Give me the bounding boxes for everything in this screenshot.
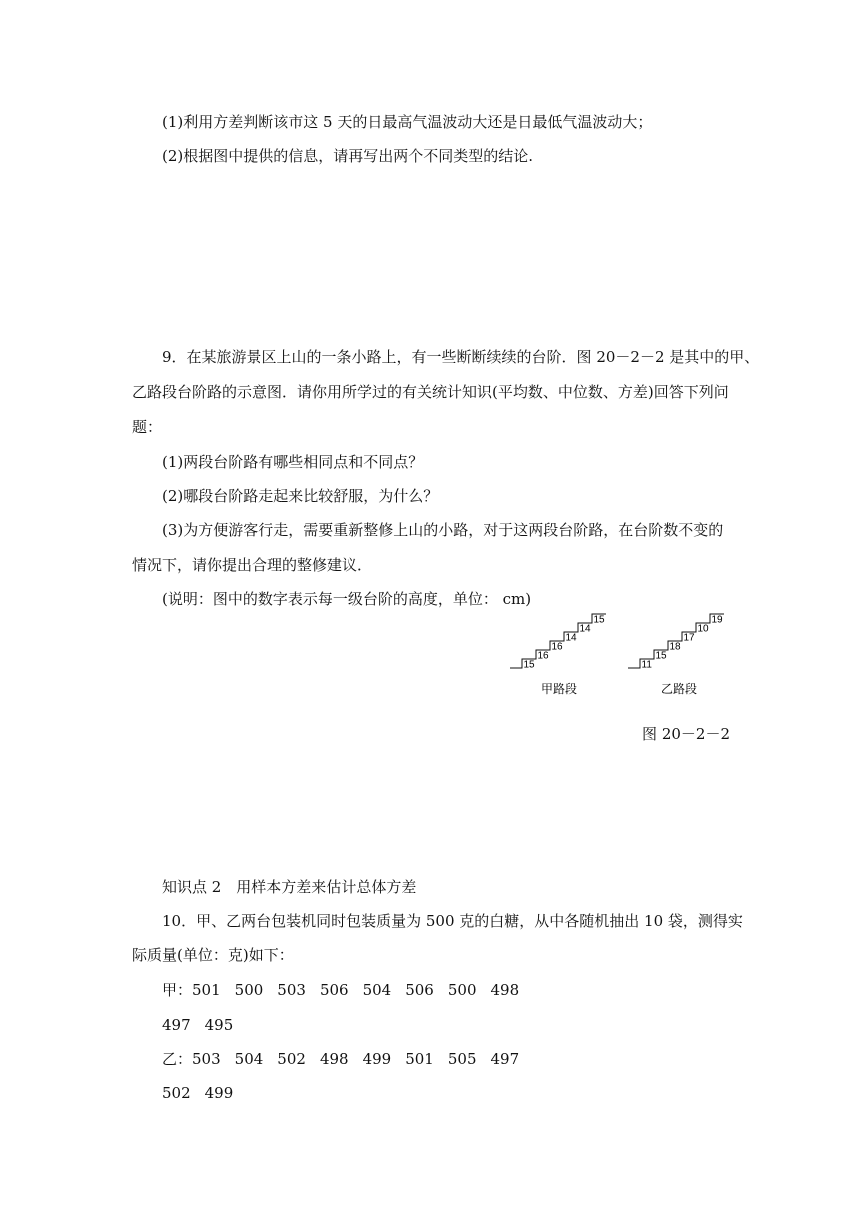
jia-step-height: 16 bbox=[537, 650, 549, 662]
jia-stairs bbox=[510, 614, 606, 671]
jia-step-height: 14 bbox=[565, 632, 577, 644]
q10-yi-row2 bbox=[162, 1083, 233, 1103]
stairs-figure bbox=[500, 612, 740, 742]
q10-yi-row1 bbox=[162, 1049, 519, 1069]
jia-values-row2 bbox=[162, 1016, 233, 1034]
q8-part2: (2)根据图中提供的信息，请再写出两个不同类型的结论. bbox=[162, 147, 534, 165]
mass-value: 498 bbox=[319, 1050, 349, 1068]
mass-value: 497 bbox=[162, 1016, 191, 1034]
mass-value: 506 bbox=[405, 981, 434, 999]
yi-step-height: 17 bbox=[683, 632, 695, 644]
mass-value: 500 bbox=[447, 981, 477, 999]
yi-step-height: 19 bbox=[711, 614, 723, 626]
q9-line2: 乙路段台阶路的示意图．请你用所学过的有关统计知识(平均数、中位数、方差)回答下列问 bbox=[132, 383, 729, 401]
q9-part3-line1: (3)为方便游客行走，需要重新整修上山的小路，对于这两段台阶路，在台阶数不变的 bbox=[162, 521, 724, 539]
yi-step-height: 18 bbox=[669, 641, 681, 653]
mass-value: 502 bbox=[162, 1084, 191, 1102]
q8-part1: (1)利用方差判断该市这 5 天的日最高气温波动大还是日最低气温波动大； bbox=[162, 113, 653, 131]
q10-line1: 10．甲、乙两台包装机同时包装质量为 500 克的白糖，从中各随机抽出 10 袋，测得实 bbox=[162, 912, 743, 930]
mass-value: 500 bbox=[234, 981, 264, 999]
q9-part3-line2: 情况下，请你提出合理的整修建议． bbox=[132, 556, 373, 574]
yi-label: 乙路段 bbox=[660, 682, 698, 696]
mass-value: 495 bbox=[204, 1016, 234, 1034]
yi-prefix: 乙： bbox=[162, 1050, 193, 1068]
q9-line3: 题： bbox=[132, 418, 163, 436]
yi-stairs bbox=[628, 614, 724, 671]
jia-step-height: 14 bbox=[579, 623, 591, 635]
mass-value: 504 bbox=[234, 1050, 264, 1068]
yi-step-height: 15 bbox=[655, 650, 667, 662]
mass-value: 503 bbox=[277, 981, 306, 999]
mass-value: 506 bbox=[319, 981, 349, 999]
jia-step-height: 16 bbox=[551, 641, 563, 653]
stairs-diagram bbox=[500, 612, 740, 712]
section-title: 知识点 2 用样本方差来估计总体方差 bbox=[162, 878, 417, 896]
mass-value: 505 bbox=[447, 1050, 477, 1068]
figure-caption: 图 20－2－2 bbox=[642, 725, 730, 743]
mass-value: 498 bbox=[490, 981, 520, 999]
q10-jia-row1 bbox=[162, 980, 519, 1000]
q9-line1: 9．在某旅游景区上山的一条小路上，有一些断断续续的台阶．图 20－2－2 是其中的甲、 bbox=[162, 348, 760, 366]
q9-part2: (2)哪段台阶路走起来比较舒服，为什么？ bbox=[162, 487, 439, 505]
q10-line2: 际质量(单位：克)如下： bbox=[132, 946, 294, 964]
yi-step-height: 11 bbox=[641, 659, 652, 671]
yi-values-row1 bbox=[192, 1050, 519, 1068]
q9-part1: (1)两段台阶路有哪些相同点和不同点？ bbox=[162, 453, 424, 471]
yi-values-row2 bbox=[162, 1084, 233, 1102]
mass-value: 499 bbox=[204, 1084, 234, 1102]
q10-jia-row2 bbox=[162, 1015, 233, 1035]
mass-value: 502 bbox=[277, 1050, 306, 1068]
mass-value: 501 bbox=[405, 1050, 434, 1068]
mass-value: 504 bbox=[362, 981, 392, 999]
jia-label: 甲路段 bbox=[540, 682, 578, 696]
mass-value: 497 bbox=[490, 1050, 520, 1068]
mass-value: 503 bbox=[192, 1050, 221, 1068]
q9-note: (说明：图中的数字表示每一级台阶的高度，单位： cm) bbox=[162, 590, 532, 608]
mass-value: 499 bbox=[362, 1050, 392, 1068]
jia-values-row1 bbox=[192, 981, 519, 999]
yi-step-height: 10 bbox=[697, 623, 709, 635]
mass-value: 501 bbox=[192, 981, 221, 999]
jia-prefix: 甲： bbox=[162, 981, 193, 999]
jia-step-height: 15 bbox=[593, 614, 605, 626]
jia-step-height: 15 bbox=[523, 659, 535, 671]
